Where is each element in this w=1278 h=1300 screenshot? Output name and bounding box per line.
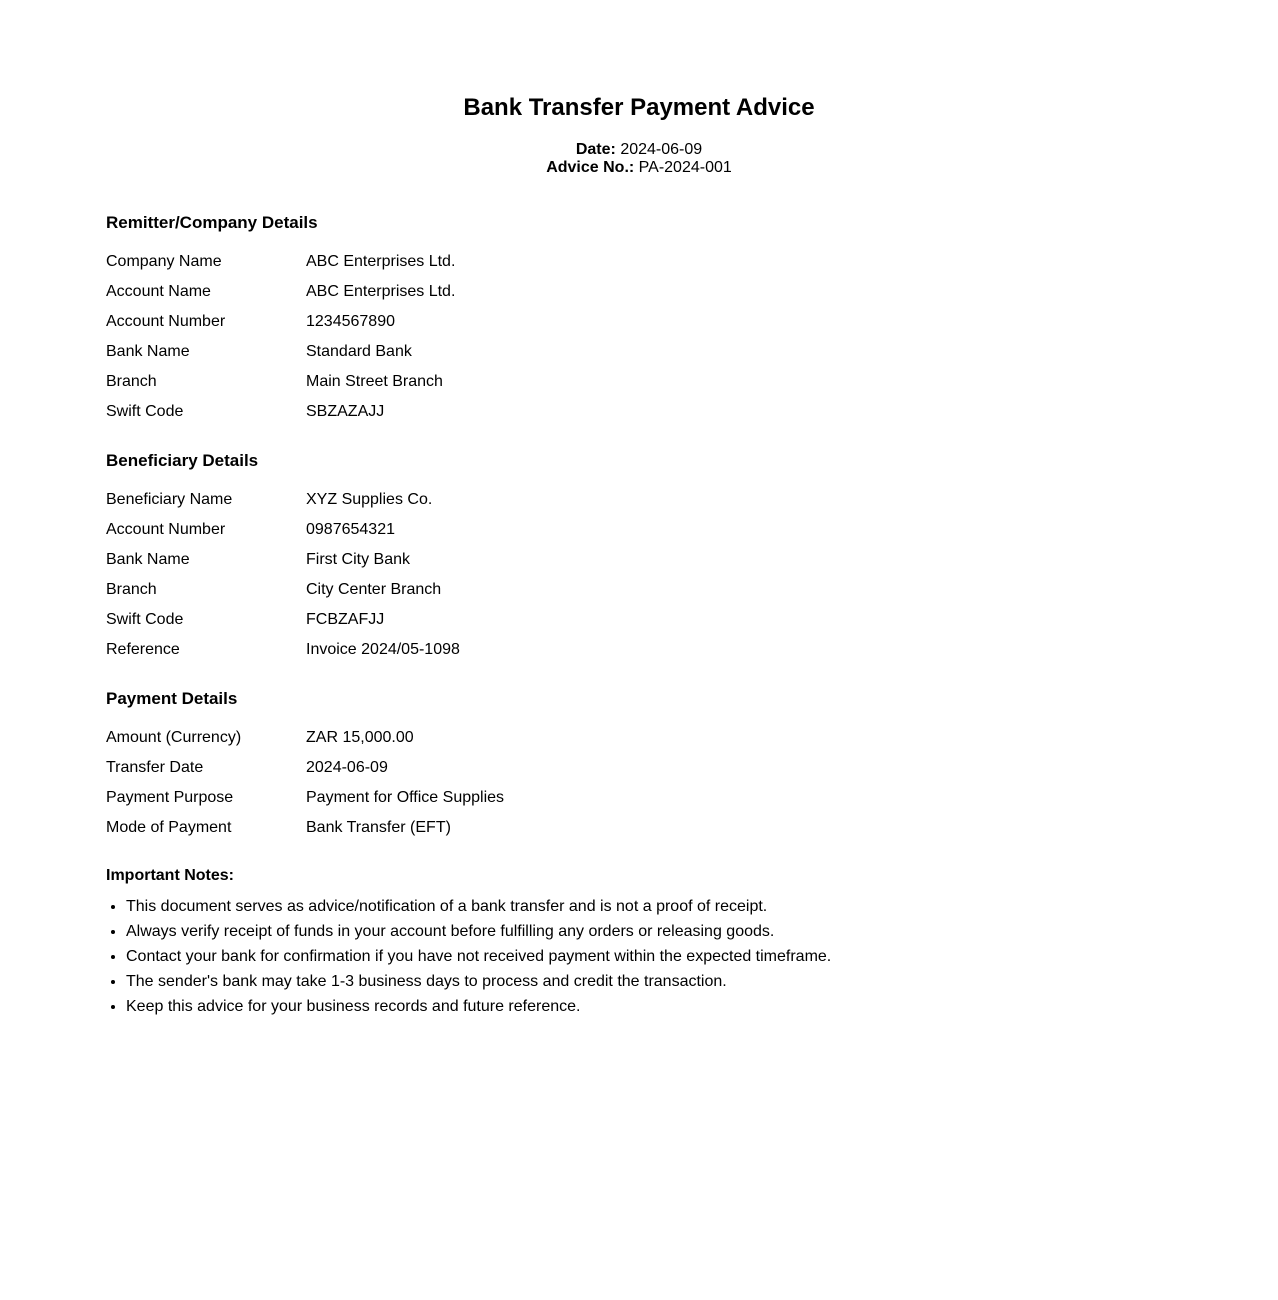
detail-value: 2024-06-09 <box>306 759 388 776</box>
beneficiary-heading: Beneficiary Details <box>106 451 259 470</box>
date-line <box>0 141 1278 159</box>
payment-heading: Payment Details <box>106 689 238 708</box>
detail-label: Account Number <box>106 521 226 538</box>
advice-number-label: Advice No.: <box>546 159 635 176</box>
detail-value: 0987654321 <box>306 521 395 538</box>
detail-value: First City Bank <box>306 551 411 568</box>
detail-row <box>106 397 806 427</box>
detail-label: Amount (Currency) <box>106 729 242 746</box>
detail-row <box>106 337 806 367</box>
detail-label: Branch <box>106 581 157 598</box>
detail-label: Account Name <box>106 283 211 300</box>
detail-value: SBZAZAJJ <box>306 403 385 420</box>
detail-label: Mode of Payment <box>106 819 232 836</box>
detail-row <box>106 575 806 605</box>
beneficiary-rows <box>106 485 806 665</box>
detail-value: Bank Transfer (EFT) <box>306 819 451 836</box>
detail-value: Payment for Office Supplies <box>306 789 505 806</box>
notes-list <box>106 894 1006 1019</box>
detail-row <box>106 545 806 575</box>
detail-label: Account Number <box>106 313 226 330</box>
detail-row <box>106 813 806 843</box>
detail-value: XYZ Supplies Co. <box>306 491 433 508</box>
detail-value: 1234567890 <box>306 313 395 330</box>
detail-label: Reference <box>106 641 180 658</box>
remitter-heading: Remitter/Company Details <box>106 213 318 232</box>
detail-label: Bank Name <box>106 551 190 568</box>
detail-value: ZAR 15,000.00 <box>306 729 414 746</box>
detail-value: FCBZAFJJ <box>306 611 385 628</box>
detail-label: Bank Name <box>106 343 190 360</box>
note-item: • The sender's bank may take 1-3 business days to process and credit the transaction. <box>126 969 1006 994</box>
detail-row <box>106 783 806 813</box>
important-notes <box>106 866 1006 1019</box>
detail-row <box>106 635 806 665</box>
remitter-rows <box>106 247 806 427</box>
detail-label: Transfer Date <box>106 759 204 776</box>
notes-heading: Important Notes: <box>106 867 234 884</box>
advice-number-line <box>0 159 1278 177</box>
detail-value: ABC Enterprises Ltd. <box>306 283 456 300</box>
beneficiary-section <box>106 450 806 665</box>
payment-section <box>106 688 806 843</box>
detail-label: Swift Code <box>106 403 184 420</box>
detail-label: Branch <box>106 373 157 390</box>
detail-label: Payment Purpose <box>106 789 234 806</box>
document-meta <box>0 141 1278 177</box>
detail-row <box>106 485 806 515</box>
payment-rows <box>106 723 806 843</box>
detail-row <box>106 247 806 277</box>
detail-value: City Center Branch <box>306 581 442 598</box>
detail-row <box>106 277 806 307</box>
detail-label: Company Name <box>106 253 222 270</box>
detail-row <box>106 723 806 753</box>
detail-value: Invoice 2024/05-1098 <box>306 641 460 658</box>
document-title: Bank Transfer Payment Advice <box>463 94 815 121</box>
detail-value: ABC Enterprises Ltd. <box>306 253 456 270</box>
detail-row <box>106 753 806 783</box>
note-item: • Always verify receipt of funds in your account before fulfilling any orders or releasing goods. <box>126 919 1006 944</box>
date-value: 2024-06-09 <box>620 141 703 158</box>
detail-row <box>106 307 806 337</box>
detail-value: Main Street Branch <box>306 373 443 390</box>
detail-value: Standard Bank <box>306 343 412 360</box>
detail-row <box>106 515 806 545</box>
detail-label: Beneficiary Name <box>106 491 233 508</box>
date-label: Date: <box>575 141 616 158</box>
advice-number-value: PA-2024-001 <box>638 159 732 176</box>
detail-label: Swift Code <box>106 611 184 628</box>
detail-row <box>106 605 806 635</box>
detail-row <box>106 367 806 397</box>
note-item: • This document serves as advice/notification of a bank transfer and is not a proof of receipt. <box>126 894 1006 919</box>
note-item: • Keep this advice for your business records and future reference. <box>126 994 1006 1019</box>
remitter-section <box>106 212 806 427</box>
note-item: • Contact your bank for confirmation if you have not received payment within the expected timeframe. <box>126 944 1006 969</box>
